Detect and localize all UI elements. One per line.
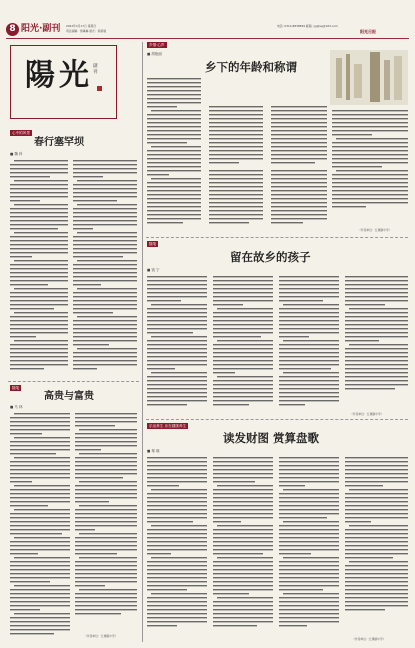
section-divider <box>146 237 408 238</box>
author-footer: （作者单位：红旗镇中学） <box>358 228 392 232</box>
seal-stamp <box>97 86 102 91</box>
body-text-lines <box>332 108 408 226</box>
header-rule <box>6 38 409 39</box>
logo-side-text: 副刊 <box>93 64 98 75</box>
section-divider <box>8 381 139 382</box>
article-title: 春行塞罕坝 <box>34 137 84 148</box>
column-tag: 随笔 <box>12 386 20 390</box>
article-author: ■ 秦 晓 <box>147 449 160 453</box>
column-tag: 心中的风景 <box>12 131 30 135</box>
photo-illustration <box>330 50 408 105</box>
body-text-lines <box>73 158 137 376</box>
section-divider <box>146 419 408 420</box>
article-body <box>10 411 70 641</box>
logo-calligraphy: 陽光 <box>25 58 93 93</box>
column-tag: 乡情·心声 <box>149 43 165 47</box>
author-footer: （作者单位：红旗镇中学） <box>350 412 384 416</box>
column-tag: 随笔 <box>149 242 157 246</box>
column-tag: 乐活养生 乐在健康养生 <box>149 424 187 428</box>
article-body <box>147 76 327 231</box>
article-body <box>147 274 408 414</box>
column-divider <box>142 42 143 642</box>
body-text-lines <box>10 411 70 641</box>
issue-date: 2022年4月17日 星期日 <box>66 24 97 28</box>
masthead-logo: 阳光日报 <box>360 29 376 34</box>
article-body-col2 <box>73 158 137 376</box>
body-text-lines <box>10 158 68 376</box>
section-title: 阳光·副刊 <box>21 24 61 34</box>
article-body <box>10 158 68 376</box>
article-author: ■ 钱 宁 <box>147 268 160 272</box>
page-number-badge: 8 <box>6 23 19 36</box>
author-footer: （作者单位：红旗镇中学） <box>84 634 118 638</box>
body-text-lines <box>147 455 408 635</box>
author-footer: （作者单位：红旗镇中学） <box>352 637 386 641</box>
article-title: 读发财图 赏算盘歌 <box>223 431 320 445</box>
sunshine-logo <box>10 45 117 119</box>
article-body <box>147 455 408 635</box>
contact-line: 电话: 0312-8838899 邮箱: yg@sg@163.com <box>277 24 338 28</box>
article-photo <box>330 50 408 105</box>
article-author: ■ 魏 科 <box>10 152 23 156</box>
article-body-col4 <box>332 108 408 226</box>
body-text-lines <box>147 76 327 231</box>
body-text-lines <box>75 411 137 633</box>
body-text-lines <box>147 274 408 414</box>
editor-line: 责任编辑：徐琳琳 版式：杨紫晨 <box>66 29 107 33</box>
article-title: 留在故乡的孩子 <box>230 250 311 264</box>
article-title: 乡下的年龄和称谓 <box>205 60 297 74</box>
article-author: ■ 马 林 <box>10 405 23 409</box>
article-body-col2 <box>75 411 137 633</box>
article-title: 高贵与富贵 <box>44 391 94 402</box>
article-author: ■ 胡艳丽 <box>147 52 162 56</box>
